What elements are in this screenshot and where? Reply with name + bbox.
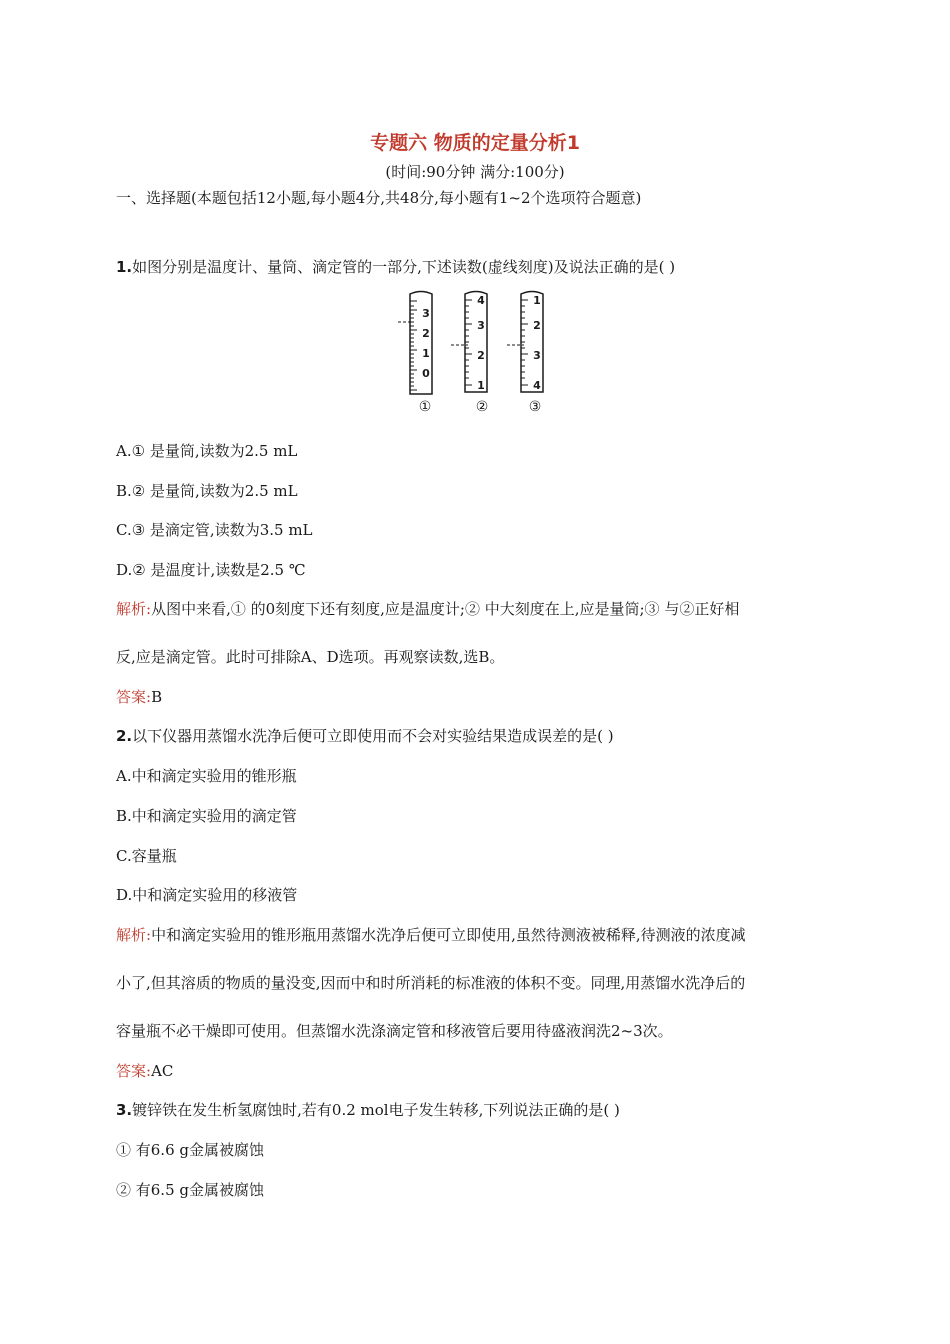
analysis-line: 解析:从图中来看,① 的0刻度下还有刻度,应是温度计;② 中大刻度在上,应是量筒;③ 与②正好相 xyxy=(116,600,740,618)
option-b: B.② 是量筒,读数为2.5 mL xyxy=(116,482,298,500)
tube-3-label: 2 xyxy=(533,319,541,332)
analysis-label: 解析: xyxy=(116,926,152,944)
tube-2-cylinder xyxy=(451,292,488,415)
tube-2-label: 1 xyxy=(477,379,485,392)
item-1: ① 有6.6 g金属被腐蚀 xyxy=(116,1141,264,1159)
tube-3-burette xyxy=(507,292,543,415)
tube-2-label: 4 xyxy=(477,294,485,307)
analysis-label: 解析: xyxy=(116,600,152,618)
tube-1-label: 2 xyxy=(422,327,430,340)
question-3 xyxy=(116,1100,620,1120)
option-b: B.中和滴定实验用的滴定管 xyxy=(116,807,297,825)
item-2: ② 有6.5 g金属被腐蚀 xyxy=(116,1181,264,1199)
answer-label: 答案: xyxy=(116,688,152,706)
question-number: 1. xyxy=(116,258,133,276)
tube-2-label: 2 xyxy=(477,349,485,362)
tube-2-label: 3 xyxy=(477,319,485,332)
answer-line xyxy=(116,687,162,707)
analysis-line: 小了,但其溶质的物质的量没变,因而中和时所消耗的标准液的体积不变。同理,用蒸馏水洗净后的 xyxy=(116,974,746,992)
analysis-line: 容量瓶不必干燥即可使用。但蒸馏水洗涤滴定管和移液管后要用待盛液润洗2~3次。 xyxy=(116,1022,673,1040)
tube-3-label: 3 xyxy=(533,349,541,362)
tube-1-thermometer xyxy=(398,292,432,415)
tube-3-label: 4 xyxy=(533,379,541,392)
question-stem: 如图分别是温度计、量筒、滴定管的一部分,下述读数(虚线刻度)及说法正确的是( ) xyxy=(132,258,676,276)
answer-line xyxy=(116,1061,173,1081)
analysis-line: 解析:中和滴定实验用的锥形瓶用蒸馏水洗净后便可立即使用,虽然待测液被稀释,待测液的浓度减 xyxy=(116,926,746,944)
tube-1-label: 3 xyxy=(422,307,430,320)
option-c: C.③ 是滴定管,读数为3.5 mL xyxy=(116,521,313,539)
tube-3-caption: ③ xyxy=(528,399,542,414)
option-c: C.容量瓶 xyxy=(116,847,177,865)
tube-2-caption: ② xyxy=(475,399,489,414)
question-stem: 镀锌铁在发生析氢腐蚀时,若有0.2 mol电子发生转移,下列说法正确的是( ) xyxy=(132,1101,620,1119)
tube-1-label: 0 xyxy=(422,367,430,380)
tube-1-caption: ① xyxy=(418,399,432,414)
question-stem: 以下仪器用蒸馏水洗净后便可立即使用而不会对实验结果造成误差的是( ) xyxy=(132,727,614,745)
section-heading: 一、选择题(本题包括12小题,每小题4分,共48分,每小题有1~2个选项符合题意) xyxy=(116,189,642,207)
question-number: 3. xyxy=(116,1101,133,1119)
option-a: A.中和滴定实验用的锥形瓶 xyxy=(116,767,297,785)
page-title: 专题六 物质的定量分析1 xyxy=(370,132,580,154)
tube-1-label: 1 xyxy=(422,347,430,360)
tube-3-label: 1 xyxy=(533,294,541,307)
answer-label: 答案: xyxy=(116,1062,152,1080)
question-1 xyxy=(116,257,675,277)
answer-value: B xyxy=(151,688,163,706)
page-subtitle: (时间:90分钟 满分:100分) xyxy=(385,163,565,181)
analysis-line: 反,应是滴定管。此时可排除A、D选项。再观察读数,选B。 xyxy=(116,648,505,666)
option-d: D.② 是温度计,读数是2.5 ℃ xyxy=(116,561,306,579)
question-2 xyxy=(116,726,614,746)
option-a: A.① 是量筒,读数为2.5 mL xyxy=(116,442,298,460)
question-number: 2. xyxy=(116,727,133,745)
instrument-figure xyxy=(388,288,568,414)
answer-value: AC xyxy=(151,1062,174,1080)
option-d: D.中和滴定实验用的移液管 xyxy=(116,886,298,904)
